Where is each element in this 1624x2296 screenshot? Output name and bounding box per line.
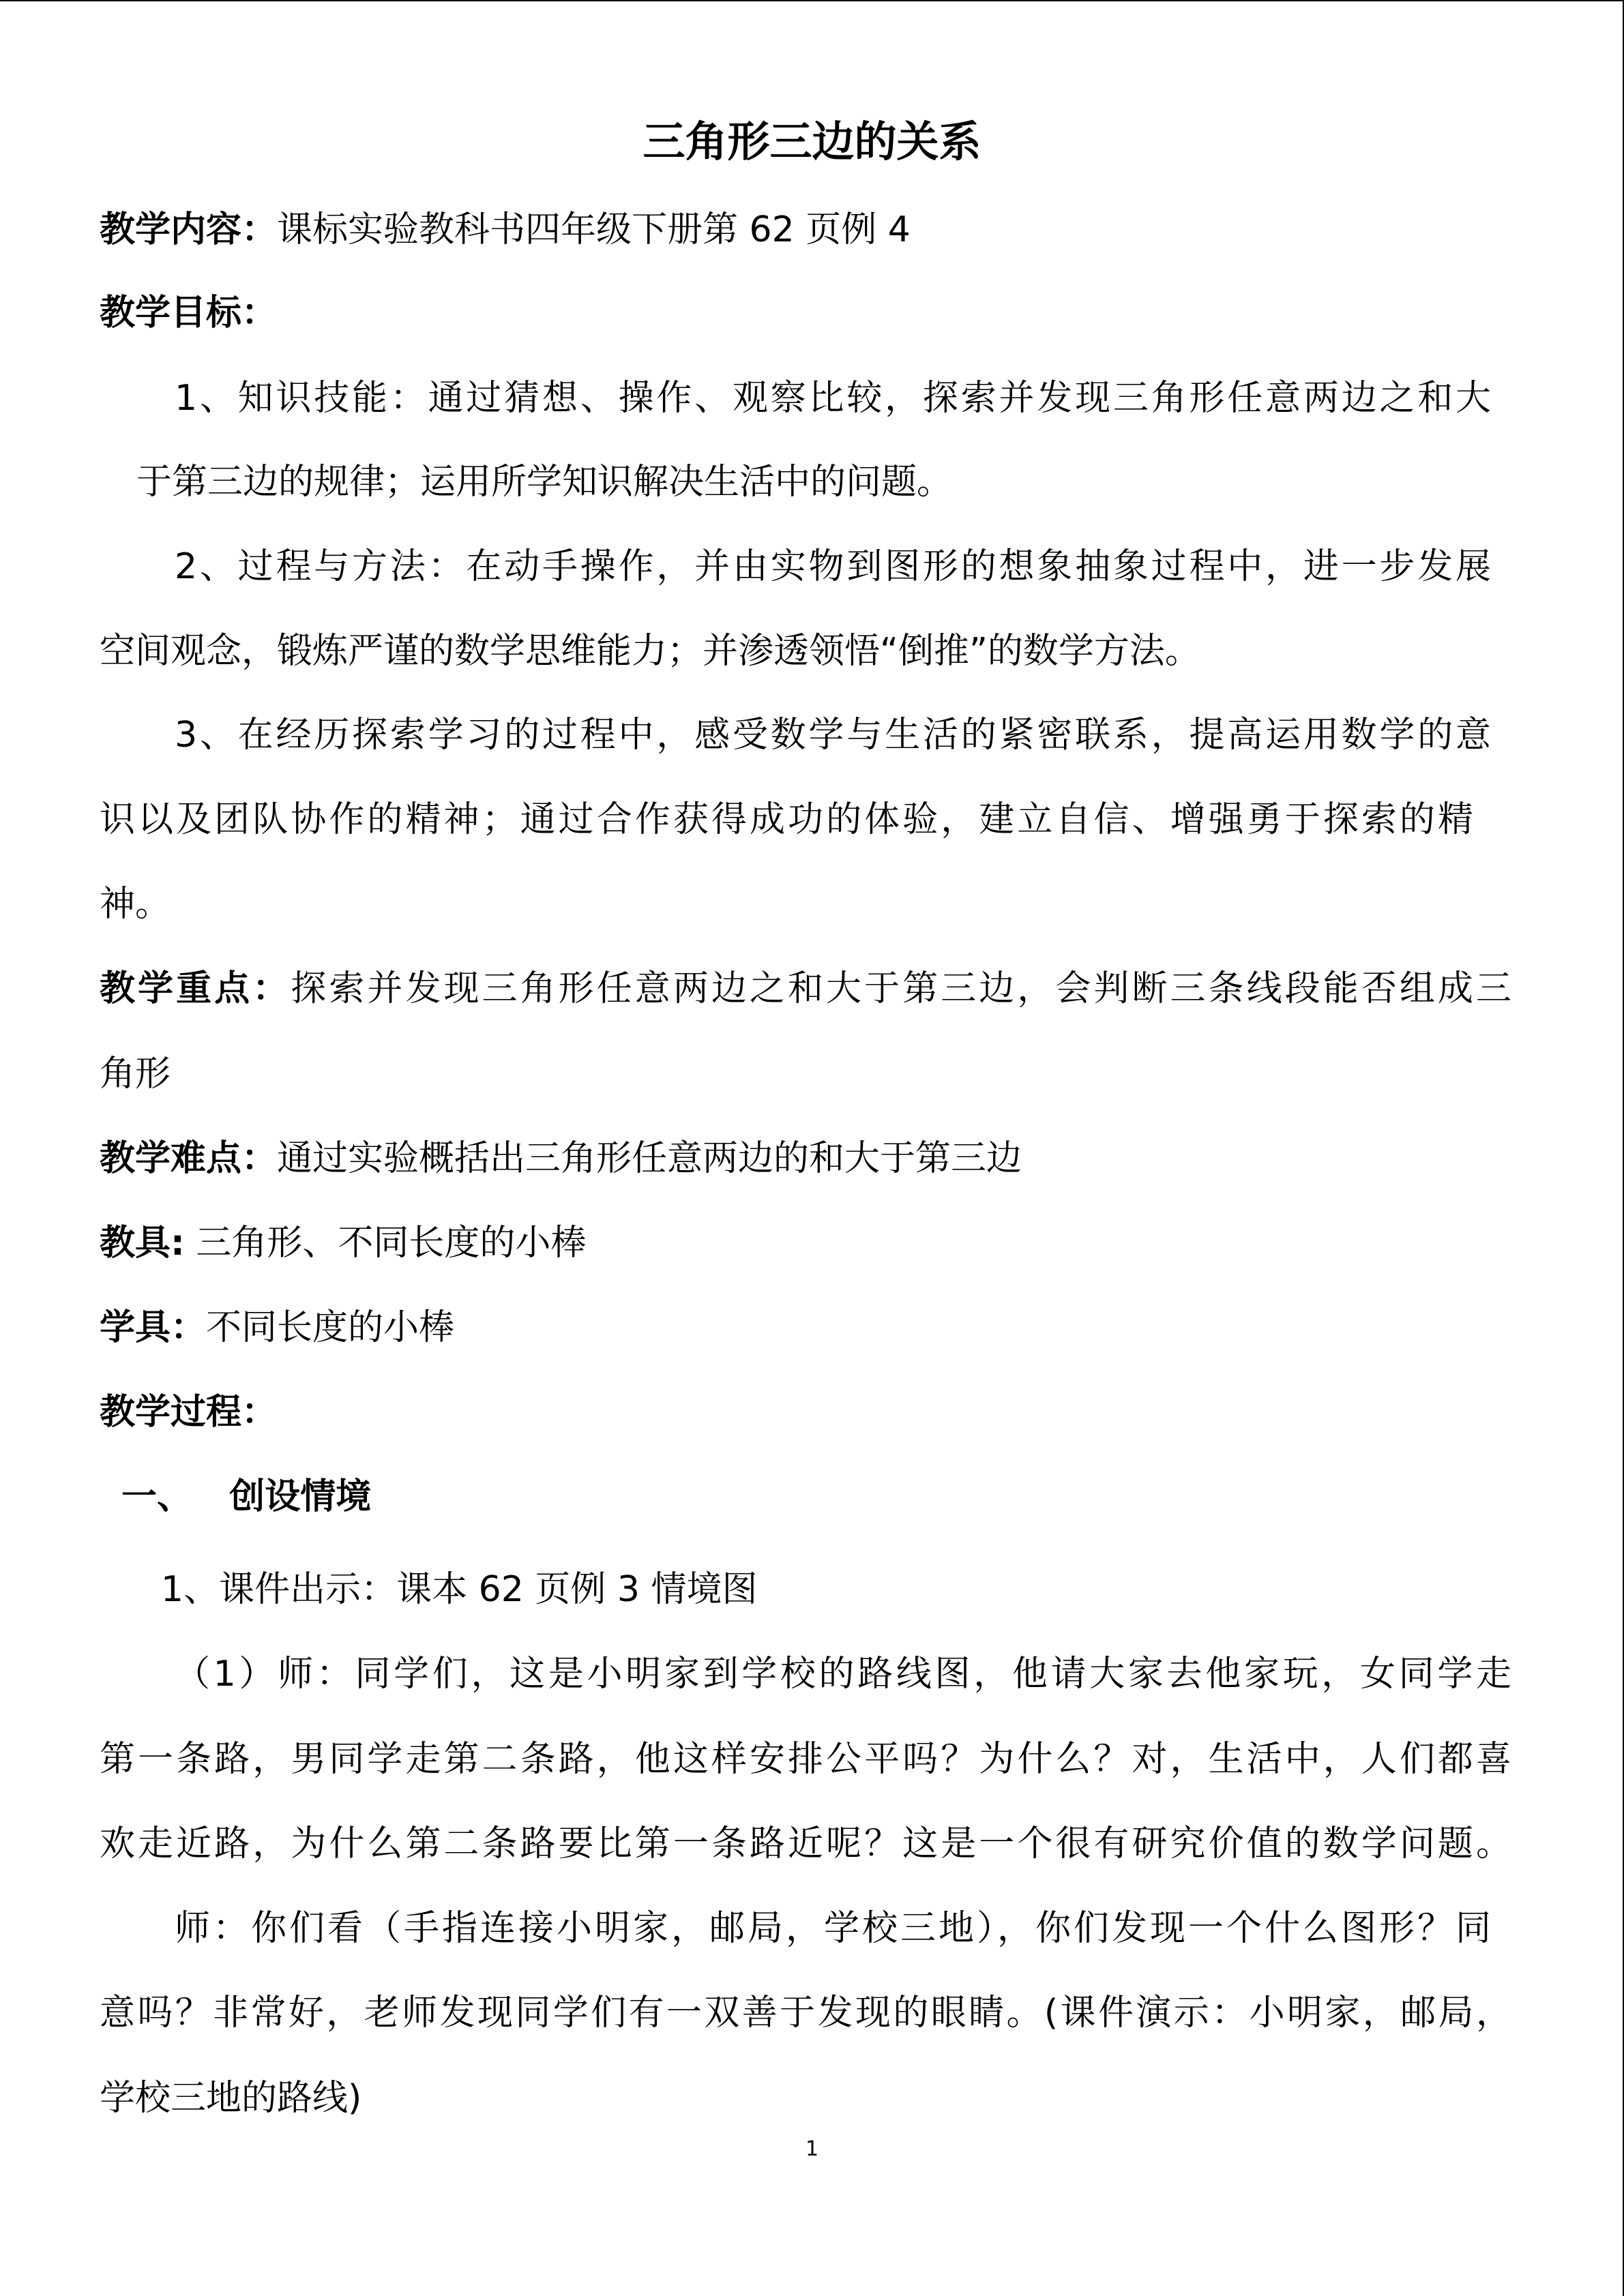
teaching-aids-line <box>100 1219 586 1267</box>
para-2-line-1: 师：你们看（手指连接小明家，邮局，学校三地），你们发现一个什么图形？同 <box>175 1908 1491 1949</box>
objective-3-line-3: 神。 <box>100 884 171 925</box>
para-2-line-3: 学校三地的路线) <box>100 2078 362 2119</box>
section-1-heading: 一、 创设情境 <box>121 1476 372 1517</box>
learning-aids-line <box>100 1304 454 1352</box>
process-label: 教学过程： <box>100 1392 278 1433</box>
learning-aids-text: 不同长度的小棒 <box>206 1307 455 1348</box>
difficulty-text: 通过实验概括出三角形任意两边的和大于第三边 <box>277 1138 1022 1179</box>
page-number: 1 <box>805 2137 819 2161</box>
para-1-line-2: 第一条路，男同学走第二条路，他这样安排公平吗？为什么？对，生活中，人们都喜 <box>100 1739 1511 1780</box>
objective-2-line-2: 空间观念，锻炼严谨的数学思维能力；并渗透领悟“倒推”的数学方法。 <box>100 631 1200 672</box>
difficulty-line <box>100 1135 1022 1182</box>
step-1-line: 1、课件出示：课本 62 页例 3 情境图 <box>161 1569 758 1610</box>
difficulty-label: 教学难点： <box>100 1138 278 1179</box>
para-1-line-3: 欢走近路，为什么第二条路要比第一条路近呢？这是一个很有研究价值的数学问题。 <box>100 1823 1511 1864</box>
objective-3-line-1: 3、在经历探索学习的过程中，感受数学与生活的紧密联系，提高运用数学的意 <box>175 715 1491 756</box>
key-point-text: 探索并发现三角形任意两边之和大于第三边，会判断三条线段能否组成三 <box>291 968 1511 1009</box>
para-1-line-1: （1）师：同学们，这是小明家到学校的路线图，他请大家去他家玩，女同学走 <box>175 1654 1511 1695</box>
teaching-aids-label: 教具: <box>100 1223 185 1264</box>
key-point-line-2: 角形 <box>100 1054 171 1094</box>
teaching-aids-text: 三角形、不同长度的小棒 <box>184 1223 587 1264</box>
document-title: 三角形三边的关系 <box>643 117 981 166</box>
teaching-content-label: 教学内容： <box>100 209 278 250</box>
key-point-line-1 <box>100 965 1511 1013</box>
objective-1-line-1: 1、知识技能：通过猜想、操作、观察比较，探索并发现三角形任意两边之和大 <box>175 378 1491 419</box>
objective-2-line-1: 2、过程与方法：在动手操作，并由实物到图形的想象抽象过程中，进一步发展 <box>175 546 1491 587</box>
learning-aids-label: 学具： <box>100 1307 207 1348</box>
objective-1-line-2: 于第三边的规律；运用所学知识解决生活中的问题。 <box>136 462 953 503</box>
key-point-label: 教学重点： <box>100 968 291 1009</box>
para-2-line-2: 意吗？非常好，老师发现同学们有一双善于发现的眼睛。(课件演示：小明家，邮局， <box>100 1993 1511 2033</box>
objectives-label: 教学目标： <box>100 293 278 333</box>
teaching-content-line <box>100 206 911 254</box>
teaching-content-text: 课标实验教科书四年级下册第 62 页例 4 <box>277 209 911 250</box>
objective-3-line-2: 识以及团队协作的精神；通过合作获得成功的体验，建立自信、增强勇于探索的精 <box>100 799 1473 840</box>
